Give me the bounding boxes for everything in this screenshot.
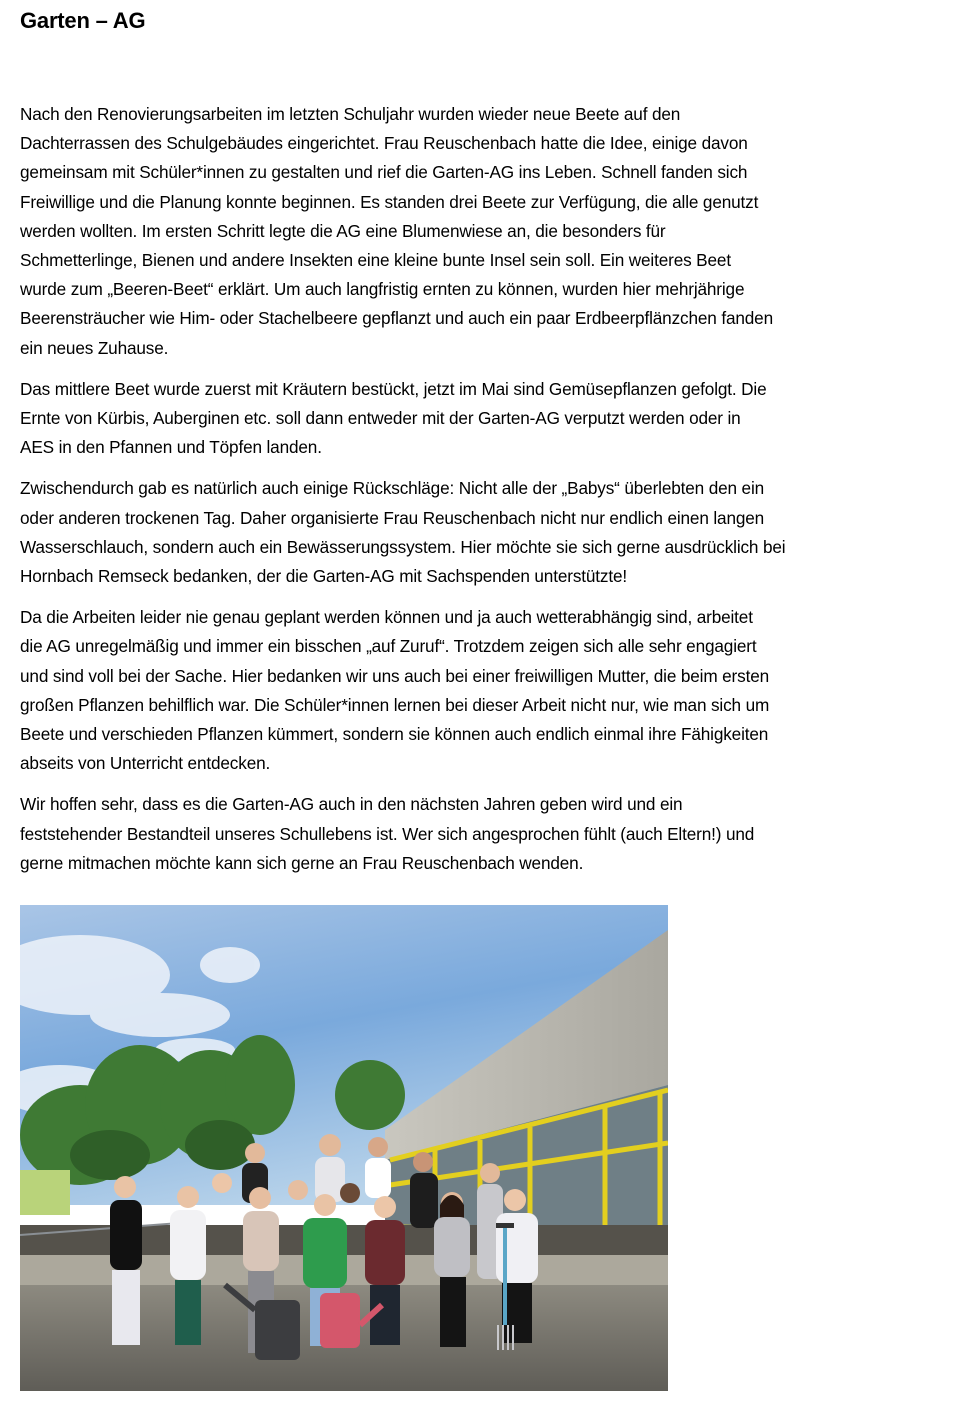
text-line: Schmetterlinge, Bienen und andere Insekten eine kleine bunte Insel sein soll. Ein weiteres Beet bbox=[20, 250, 731, 271]
paragraph-3 bbox=[20, 474, 930, 591]
text-line: oder anderen trockenen Tag. Daher organisierte Frau Reuschenbach nicht nur endlich einen langen bbox=[20, 507, 765, 528]
text-line: die AG unregelmäßig und immer ein bisschen „auf Zuruf“. Trotzdem zeigen sich alle sehr engagiert bbox=[20, 636, 757, 657]
text-line: Das mittlere Beet wurde zuerst mit Kräutern bestückt, jetzt im Mai sind Gemüsepflanzen gefolgt. Die bbox=[20, 378, 767, 399]
text-line: Da die Arbeiten leider nie genau geplant werden können und ja auch wetterabhängig sind, arbeitet bbox=[20, 607, 753, 628]
text-line: werden wollten. Im ersten Schritt legte die AG eine Blumenwiese an, die besonders für bbox=[20, 220, 666, 241]
text-line: Dachterrassen des Schulgebäudes eingerichtet. Frau Reuschenbach hatte die Idee, einige davon bbox=[20, 133, 748, 154]
paragraph-1 bbox=[20, 100, 930, 363]
paragraph-2 bbox=[20, 375, 930, 463]
text-line: feststehender Bestandteil unseres Schullebens ist. Wer sich angesprochen fühlt (auch Eltern!) und bbox=[20, 823, 755, 844]
text-line: Beete und verschieden Pflanzen kümmert, sondern sie können auch endlich einmal ihre Fähigkeiten bbox=[20, 724, 769, 745]
group-photo bbox=[20, 905, 668, 1391]
text-line: gemeinsam mit Schüler*innen zu gestalten und rief die Garten-AG ins Leben. Schnell fanden sich bbox=[20, 162, 748, 183]
photo-illustration bbox=[20, 905, 668, 1391]
text-line: Wir hoffen sehr, dass es die Garten-AG auch in den nächsten Jahren geben wird und ein bbox=[20, 794, 683, 815]
text-line: Beerensträucher wie Him- oder Stachelbeere gepflanzt und auch ein paar Erdbeerpflänzchen fanden bbox=[20, 308, 773, 329]
text-line: ein neues Zuhause. bbox=[20, 337, 169, 358]
text-line: Hornbach Remseck bedanken, der die Garten-AG mit Sachspenden unterstützte! bbox=[20, 566, 628, 587]
text-line: Ernte von Kürbis, Auberginen etc. soll dann entweder mit der Garten-AG verputzt werden oder in bbox=[20, 408, 741, 429]
text-line: Freiwillige und die Planung konnte beginnen. Es standen drei Beete zur Verfügung, die alle genutzt bbox=[20, 191, 759, 212]
text-line: Nach den Renovierungsarbeiten im letzten Schuljahr wurden wieder neue Beete auf den bbox=[20, 104, 681, 124]
text-line: und sind voll bei der Sache. Hier bedanken wir uns auch bei einer freiwilligen Mutter, die beim ersten bbox=[20, 665, 770, 686]
text-line: großen Pflanzen behilflich war. Die Schüler*innen lernen bei dieser Arbeit nicht nur, wie man sich um bbox=[20, 694, 770, 715]
text-line: wurde zum „Beeren-Beet“ erklärt. Um auch langfristig ernten zu können, wurden hier mehrjährige bbox=[20, 279, 745, 300]
paragraph-5 bbox=[20, 790, 930, 878]
text-line: abseits von Unterricht entdecken. bbox=[20, 753, 271, 774]
article-body bbox=[20, 100, 930, 890]
text-line: AES in den Pfannen und Töpfen landen. bbox=[20, 437, 322, 458]
page-title: Garten – AG bbox=[20, 8, 146, 33]
text-line: Wasserschlauch, sondern auch ein Bewässerungssystem. Hier möchte sie sich gerne ausdrücklich bei bbox=[20, 536, 786, 557]
text-line: Zwischendurch gab es natürlich auch einige Rückschläge: Nicht alle der „Babys“ überlebten den ein bbox=[20, 478, 765, 499]
text-line: gerne mitmachen möchte kann sich gerne an Frau Reuschenbach wenden. bbox=[20, 852, 584, 873]
paragraph-4 bbox=[20, 603, 930, 778]
